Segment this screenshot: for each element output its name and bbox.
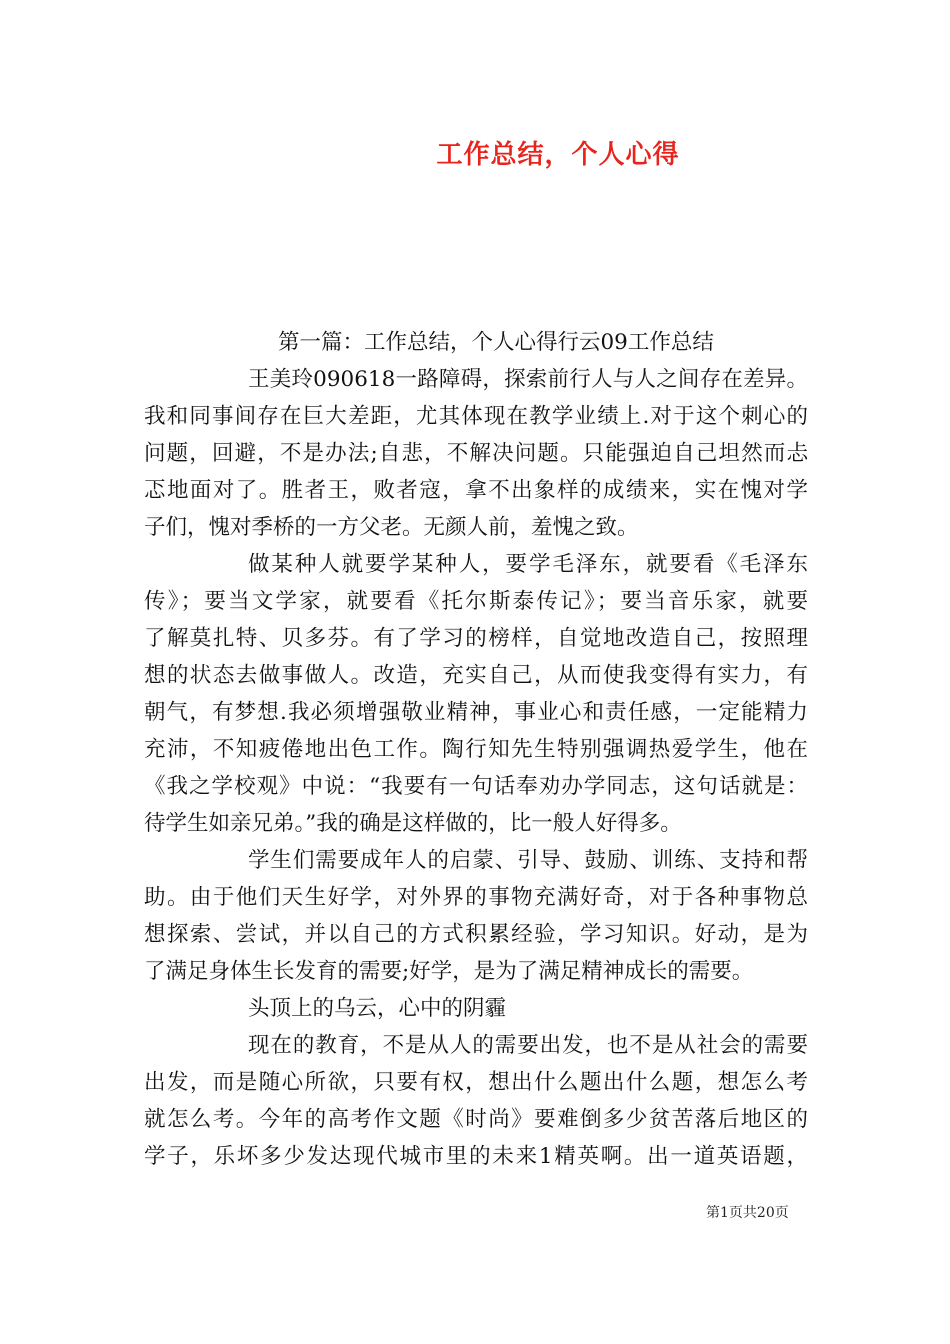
text-line: 第一篇：工作总结，个人心得行云09工作总结 bbox=[278, 330, 714, 355]
text-line: 出发，而是随心所欲，只要有权，想出什么题出什么题，想怎么考 bbox=[144, 1070, 808, 1095]
text-line: 朝气，有梦想.我必须增强敬业精神，事业心和责任感，一定能精力 bbox=[144, 700, 808, 725]
text-line: 想探索、尝试，并以自己的方式积累经验，学习知识。好动，是为 bbox=[144, 922, 808, 947]
page-title: 工作总结，个人心得 bbox=[436, 140, 680, 170]
document-body bbox=[144, 324, 808, 1175]
text-line: 子们，愧对季桥的一方父老。无颜人前，羞愧之致。 bbox=[144, 515, 639, 540]
text-line: 传》；要当文学家，就要看《托尔斯泰传记》；要当音乐家，就要 bbox=[144, 589, 808, 614]
text-line: 王美玲090618一路障碍，探索前行人与人之间存在差异。 bbox=[248, 367, 808, 392]
text-line: 问题，回避，不是办法;自悲，不解决问题。只能强迫自己坦然而忐 bbox=[144, 441, 808, 466]
text-line: 学生们需要成年人的启蒙、引导、鼓励、训练、支持和帮 bbox=[248, 848, 808, 873]
text-line: 充沛，不知疲倦地出色工作。陶行知先生特别强调热爱学生，他在 bbox=[144, 737, 808, 762]
text-line: 助。由于他们天生好学，对外界的事物充满好奇，对于各种事物总 bbox=[144, 885, 808, 910]
text-line: 了解莫扎特、贝多芬。有了学习的榜样，自觉地改造自己，按照理 bbox=[144, 626, 808, 651]
text-line: 我和同事间存在巨大差距，尤其体现在教学业绩上.对于这个刺心的 bbox=[144, 404, 808, 429]
text-line: 《我之学校观》中说：“我要有一句话奉劝办学同志，这句话就是： bbox=[144, 774, 808, 799]
text-line: 待学生如亲兄弟。”我的确是这样做的，比一般人好得多。 bbox=[144, 811, 682, 836]
text-line: 做某种人就要学某种人，要学毛泽东，就要看《毛泽东 bbox=[248, 552, 808, 577]
text-line: 忑地面对了。胜者王，败者寇，拿不出象样的成绩来，实在愧对学 bbox=[144, 478, 808, 503]
text-line: 现在的教育，不是从人的需要出发，也不是从社会的需要 bbox=[248, 1033, 808, 1058]
page-number-footer: 第1页共20页 bbox=[706, 1205, 789, 1221]
text-line: 学子，乐坏多少发达现代城市里的未来1精英啊。出一道英语题， bbox=[144, 1144, 808, 1169]
text-line: 头顶上的乌云，心中的阴霾 bbox=[248, 996, 507, 1021]
text-line: 了满足身体生长发育的需要;好学，是为了满足精神成长的需要。 bbox=[144, 959, 754, 984]
text-line: 就怎么考。今年的高考作文题《时尚》要难倒多少贫苦落后地区的 bbox=[144, 1107, 808, 1132]
text-line: 想的状态去做事做人。改造，充实自己，从而使我变得有实力，有 bbox=[144, 663, 808, 688]
